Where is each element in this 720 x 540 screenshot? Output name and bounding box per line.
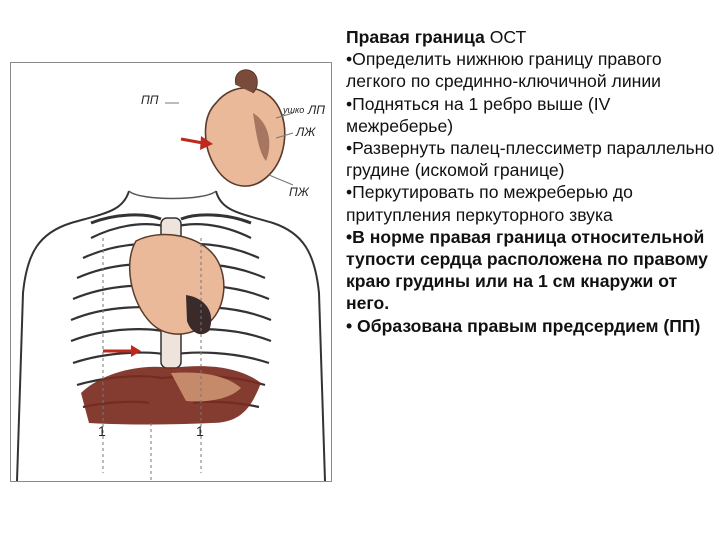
bullet-3: •Развернуть палец-плессиметр параллельно грудине (искомой границе) xyxy=(346,138,715,181)
bullet-5: •В норме правая граница относительной тупости сердца расположена по правому краю грудины или на 1 см кнаружи от него. xyxy=(346,226,708,314)
clavicle-left xyxy=(91,215,161,223)
chest-heart-drawing xyxy=(11,63,331,481)
bullet-2: •Подняться на 1 ребро выше (IV межреберье) xyxy=(346,93,611,136)
label-lzh: ЛЖ xyxy=(296,125,316,139)
label-pzh: ПЖ xyxy=(289,185,309,199)
title-rest: ОСТ xyxy=(484,27,527,47)
inset-heart xyxy=(205,88,284,186)
heart-border-illustration xyxy=(10,62,332,482)
bullet-4: •Перкутировать по межреберью до притупления перкуторного звука xyxy=(346,182,633,225)
body-outline xyxy=(17,191,129,481)
label-line-right: 1 xyxy=(196,423,204,439)
title-bold: Правая граница xyxy=(346,27,485,47)
body-outline-right xyxy=(216,191,325,481)
label-line-left: 1 xyxy=(98,423,106,439)
bullet-1: •Определить нижнюю границу правого легкого по срединно-ключичной линии xyxy=(346,49,662,92)
text-block xyxy=(346,26,716,337)
neck xyxy=(129,191,216,199)
inset-arrow xyxy=(181,139,203,143)
label-pp: ПП xyxy=(141,93,159,107)
bullet-6: • Образована правым предсердием (ПП) xyxy=(346,315,701,336)
clavicle-right xyxy=(181,215,251,223)
slide-title xyxy=(346,26,716,48)
liver-region xyxy=(81,366,261,424)
label-lp: ЛП xyxy=(308,103,325,117)
label-ushko: ушко xyxy=(283,105,305,115)
